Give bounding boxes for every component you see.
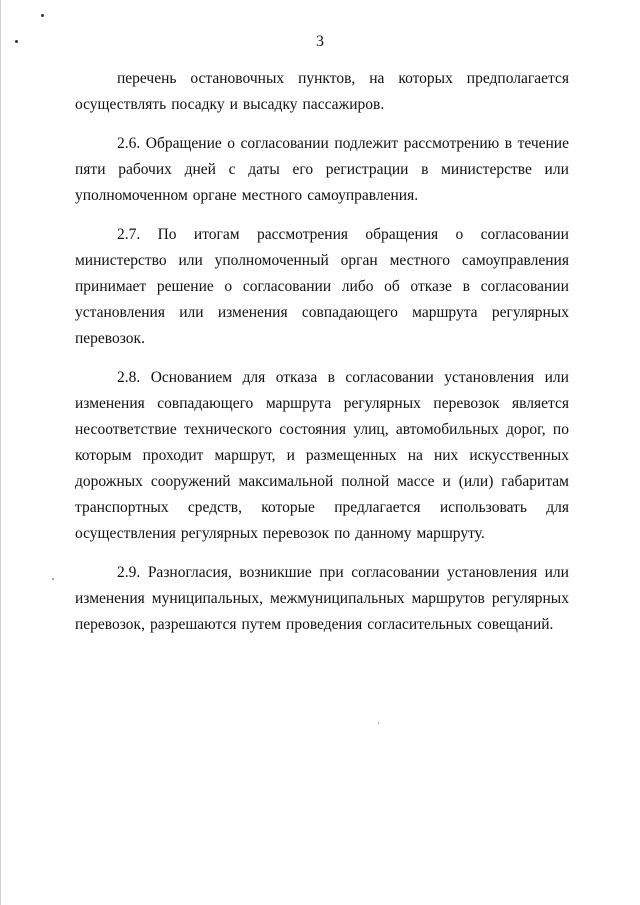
word: Разногласия, bbox=[147, 564, 232, 581]
paragraph bbox=[75, 66, 569, 118]
word: По bbox=[157, 226, 177, 243]
word: проходит bbox=[142, 447, 204, 464]
word: даты bbox=[248, 161, 280, 178]
word: о bbox=[227, 135, 235, 152]
word: изменения bbox=[217, 304, 288, 321]
word: 2.9. bbox=[117, 564, 141, 581]
word: уполномоченный bbox=[214, 252, 329, 269]
word: местного bbox=[389, 252, 451, 269]
text-line bbox=[75, 222, 569, 248]
word: согласовании bbox=[351, 564, 440, 581]
word: отказе bbox=[410, 278, 452, 295]
word: автомобильных bbox=[395, 421, 499, 438]
text-line bbox=[75, 612, 569, 638]
word: по bbox=[334, 525, 351, 542]
word: перечень bbox=[117, 70, 177, 87]
word: совпадающего bbox=[301, 304, 398, 321]
word: транспортных bbox=[75, 499, 169, 516]
text-line bbox=[75, 92, 569, 118]
word: пяти bbox=[75, 161, 106, 178]
word: самоуправления. bbox=[307, 187, 419, 204]
word: регистрации bbox=[325, 161, 409, 178]
text-line bbox=[75, 495, 569, 521]
word: массе bbox=[397, 473, 435, 490]
word: установления bbox=[75, 304, 165, 321]
word: обращения bbox=[365, 226, 439, 243]
word: отказа bbox=[275, 369, 318, 386]
word: перевозок bbox=[263, 525, 330, 542]
word: или bbox=[544, 161, 569, 178]
word: местного bbox=[241, 187, 303, 204]
text-line bbox=[75, 248, 569, 274]
word: возникшие bbox=[239, 564, 312, 581]
word: или bbox=[178, 252, 203, 269]
text-line bbox=[75, 157, 569, 183]
word: средств, bbox=[187, 499, 242, 516]
word: орган bbox=[340, 252, 378, 269]
text-line bbox=[75, 443, 569, 469]
word: маршрут, bbox=[214, 447, 276, 464]
word: улиц, bbox=[353, 421, 389, 438]
word: маршрутов bbox=[411, 590, 485, 607]
word: дорожных bbox=[75, 473, 143, 490]
word: с bbox=[228, 161, 236, 178]
word: подлежит bbox=[334, 135, 399, 152]
word: органе bbox=[192, 187, 237, 204]
word: установления bbox=[447, 564, 538, 581]
text-line bbox=[75, 586, 569, 612]
word: согласовании bbox=[242, 278, 332, 295]
text-line bbox=[75, 560, 569, 586]
word: или bbox=[179, 304, 204, 321]
word: его bbox=[292, 161, 314, 178]
word: дорог, bbox=[506, 421, 546, 438]
word: высадку bbox=[242, 96, 298, 113]
word: рабочих bbox=[118, 161, 172, 178]
word: путем bbox=[241, 616, 282, 633]
word: является bbox=[512, 395, 569, 412]
word: и bbox=[229, 96, 238, 113]
word: муниципальных, bbox=[151, 590, 263, 607]
word: предполагается bbox=[466, 70, 569, 87]
word: на bbox=[369, 70, 385, 87]
word: самоуправления bbox=[461, 252, 569, 269]
scan-edge-line bbox=[0, 0, 1, 905]
word: сооружений bbox=[150, 473, 231, 490]
text-line bbox=[75, 521, 569, 547]
word: рассмотрения bbox=[256, 226, 349, 243]
word: маршрута bbox=[265, 395, 332, 412]
word: рассмотрению bbox=[403, 135, 500, 152]
word: дней bbox=[184, 161, 216, 178]
word: согласовании bbox=[345, 369, 434, 386]
page-number: 3 bbox=[316, 33, 324, 50]
scan-speck bbox=[52, 578, 54, 580]
word: по bbox=[552, 421, 569, 438]
paragraph bbox=[75, 365, 569, 547]
word: данному bbox=[355, 525, 412, 542]
word: посадку bbox=[171, 96, 225, 113]
text-line bbox=[75, 131, 569, 157]
word: и bbox=[286, 447, 295, 464]
word: в bbox=[504, 135, 513, 152]
word: установления bbox=[444, 369, 535, 386]
word: о bbox=[455, 226, 464, 243]
word: использовать bbox=[439, 499, 527, 516]
scan-speck bbox=[378, 722, 379, 724]
word: пассажиров. bbox=[302, 96, 385, 113]
word: министерстве bbox=[441, 161, 532, 178]
word: разрешаются bbox=[149, 616, 237, 633]
word: течение bbox=[517, 135, 569, 152]
word: них bbox=[433, 447, 459, 464]
text-line bbox=[75, 391, 569, 417]
word: согласовании bbox=[240, 135, 329, 152]
text-line bbox=[75, 300, 569, 326]
text-line bbox=[75, 274, 569, 300]
word: 2.6. bbox=[117, 135, 141, 152]
word: проведения bbox=[286, 616, 363, 633]
word: совпадающего bbox=[157, 395, 254, 412]
word: в bbox=[421, 161, 429, 178]
word: которым bbox=[75, 447, 132, 464]
word: межмуниципальных bbox=[269, 590, 405, 607]
word: состояния bbox=[279, 421, 347, 438]
text-line bbox=[75, 417, 569, 443]
word: решение bbox=[156, 278, 214, 295]
word: полной bbox=[341, 473, 390, 490]
word: регулярных bbox=[180, 525, 259, 542]
body-text bbox=[75, 66, 569, 651]
word: согласовании bbox=[480, 278, 569, 295]
word: изменения bbox=[75, 590, 145, 607]
word: согласительных bbox=[367, 616, 473, 633]
text-line bbox=[75, 469, 569, 495]
word: принимает bbox=[75, 278, 147, 295]
word: осуществления bbox=[75, 525, 176, 542]
word: габаритам bbox=[501, 473, 569, 490]
paragraph bbox=[75, 131, 569, 209]
word: несоответствие bbox=[75, 421, 177, 438]
word: при bbox=[319, 564, 344, 581]
paragraph bbox=[75, 560, 569, 638]
word: (или) bbox=[458, 473, 494, 490]
word: или bbox=[544, 564, 569, 581]
word: технического bbox=[184, 421, 272, 438]
word: совещаний. bbox=[477, 616, 554, 633]
word: 2.8. bbox=[117, 369, 141, 386]
word: для bbox=[546, 499, 569, 516]
word: в bbox=[327, 369, 335, 386]
word: уполномоченном bbox=[75, 187, 188, 204]
paragraph bbox=[75, 222, 569, 352]
text-line bbox=[75, 183, 569, 209]
word: или bbox=[544, 369, 569, 386]
scan-speck bbox=[41, 14, 44, 17]
word: 2.7. bbox=[117, 226, 141, 243]
word: на bbox=[407, 447, 423, 464]
word: о bbox=[224, 278, 233, 295]
text-line bbox=[75, 326, 569, 352]
word: перевозок, bbox=[75, 616, 145, 633]
word: для bbox=[242, 369, 266, 386]
word: перевозок. bbox=[75, 330, 145, 347]
word: изменения bbox=[75, 395, 145, 412]
word: маршруту. bbox=[416, 525, 485, 542]
word: максимальной bbox=[238, 473, 334, 490]
word: Обращение bbox=[145, 135, 222, 152]
word: осуществлять bbox=[75, 96, 167, 113]
word: либо bbox=[341, 278, 374, 295]
word: которые bbox=[261, 499, 315, 516]
word: перевозок bbox=[433, 395, 500, 412]
text-line bbox=[75, 365, 569, 391]
word: остановочных bbox=[190, 70, 285, 87]
text-line bbox=[75, 66, 569, 92]
word: и bbox=[442, 473, 451, 490]
word: итогам bbox=[193, 226, 240, 243]
word: маршрута bbox=[412, 304, 478, 321]
word: регулярных bbox=[491, 304, 569, 321]
word: Основанием bbox=[150, 369, 233, 386]
word: согласовании bbox=[480, 226, 569, 243]
word: в bbox=[462, 278, 470, 295]
word: пунктов, bbox=[298, 70, 356, 87]
word: регулярных bbox=[343, 395, 421, 412]
word: регулярных bbox=[491, 590, 569, 607]
word: размещенных bbox=[305, 447, 397, 464]
word: об bbox=[384, 278, 400, 295]
word: министерство bbox=[75, 252, 167, 269]
word: искусственных bbox=[469, 447, 569, 464]
word: предлагается bbox=[334, 499, 421, 516]
word: которых bbox=[398, 70, 453, 87]
